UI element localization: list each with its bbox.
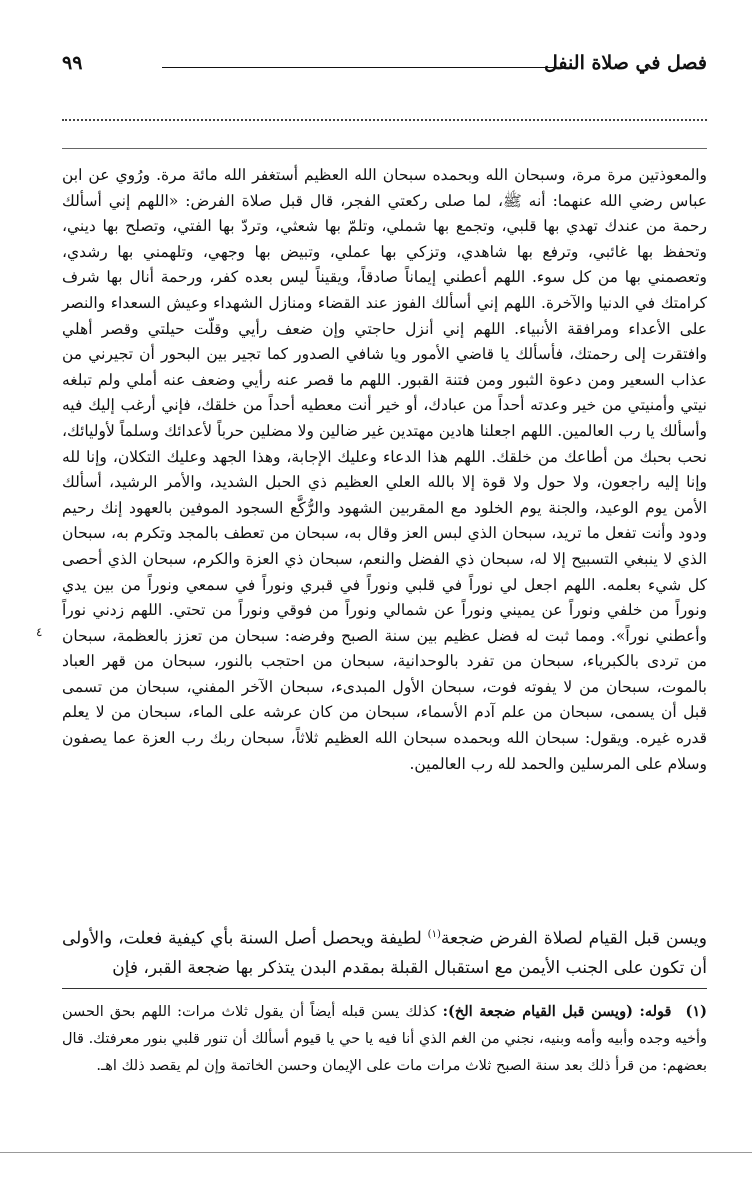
header-rule bbox=[162, 67, 577, 68]
footnote-rule bbox=[62, 988, 707, 989]
footnote-text: كذلك يسن قبله أيضاً أن يقول ثلاث مرات: اللهم بحق الحسن وأخيه وجده وأبيه وأمه وبنيه، نجني من الغم الذي أنا فيه يا حي يا قيوم أسألك أن تنور قلبي بنور معرفتك. قال بعضهم: من قرأ ذلك بعد سنة الصبح ثلاث مرات مات على الإيمان وحسن الخاتمة وإن لم يقصد ذلك اهـ. bbox=[62, 1004, 707, 1074]
page-bottom-edge bbox=[0, 1152, 752, 1153]
main-text-part-2: لطيفة ويحصل أصل السنة بأي كيفية فعلت، والأولى أن تكون على الجنب الأيمن مع استقبال القبلة بمقدم البدن يتذكر بها ضجعة القبر، فإن bbox=[62, 928, 707, 978]
margin-mark: ٤ bbox=[36, 625, 43, 639]
main-text-block bbox=[62, 920, 707, 983]
footnote-block bbox=[62, 998, 707, 1080]
main-paragraph bbox=[62, 920, 707, 983]
footnote-paragraph bbox=[62, 998, 707, 1080]
footnote-lead: قوله: (ويسن قبل القيام ضجعة الخ): bbox=[442, 1003, 672, 1020]
quote-top-rule bbox=[62, 148, 707, 149]
main-text-part-1: ويسن قبل القيام لصلاة الفرض ضجعة bbox=[440, 928, 707, 949]
chapter-title: فصل في صلاة النفل bbox=[544, 52, 707, 74]
footnote-number: (١) bbox=[685, 1003, 707, 1020]
dotted-separator bbox=[62, 119, 707, 121]
page-header bbox=[62, 52, 707, 82]
quote-text: والمعوذتين مرة مرة، وسبحان الله وبحمده سبحان الله العظيم أستغفر الله مائة مرة. ورُوي عن ابن عباس رضي الله عنهما: أنه ﷺ، لما صلى ركعتي الفجر، قال قبل صلاة الفرض: «اللهم إني أسألك رحمة من عندك تهدي بها قلبي، وتجمع بها شملي، وتلمّ بها شعثي، وتردّ بها الفتي، وتصلح بها ديني، وتحفظ بها غائبي، وترفع بها شاهدي، وتزكي بها عملي، وتبيض بها وجهي، وتلهمني بها رشدي، وتعصمني بها من كل سوء. اللهم أعطني إيماناً صادقاً، ويقيناً ليس بعده كفر، ورحمة أنال بها شرف كرامتك في الدنيا والآخرة. اللهم إني أسألك الفوز عند القضاء ومنازل الشهداء وعيش السعداء والنصر على الأعداء ومرافقة الأنبياء. اللهم إني أنزل حاجتي وإن ضعف رأيي وقلّت حيلتي وقصر أهلي وافتقرت إلى رحمتك، فأسألك يا قاضي الأمور ويا شافي الصدور كما تجير بين البحور أن تجيرني من عذاب السعير ومن دعوة الثبور ومن فتنة القبور. اللهم ما قصر عنه رأيي وضعف عنه أملي ولم تبلغه نيتي وأمنيتي من خير وعدته أحداً من عبادك، أو خير أنت معطيه أحداً من خلقك، فإني أرغب إليك فيه وأسألك يا رب العالمين. اللهم اجعلنا هادين مهتدين غير ضالين ولا مضلين حرباً لأعدائك وسلماً لأوليائك، نحب بحبك من أطاعك من خلقك. اللهم هذا الدعاء وعليك الإجابة، وهذا الجهد وعليك التكلان، وإنا لله وإنا إليه راجعون، ولا حول ولا قوة إلا بالله العلي العظيم ذي الحبل الشديد، والأمر الرشيد، أسألك الأمن يوم الوعيد، والجنة يوم الخلود مع المقربين الشهود والرُّكَّع السجود الموفين بالعهود إنك رحيم ودود وأنت تفعل ما تريد، سبحان الذي لبس العز وقال به، سبحان من تعطف بالمجد وتكرم به، سبحان الذي لا ينبغي التسبيح إلا له، سبحان ذي الفضل والنعم، سبحان ذي العزة والكرم، سبحان الذي أحصى كل شيء بعلمه. اللهم اجعل لي نوراً في قلبي ونوراً في قبري ونوراً في سمعي ونوراً من بين يدي ونوراً من خلفي ونوراً عن يميني ونوراً عن شمالي ونوراً من فوقي ونوراً من تحتي. اللهم زدني نوراً وأعطني نوراً». ومما ثبت له فضل عظيم بين سنة الصبح وفرضه: سبحان من تعزز بالعظمة، سبحان من تردى بالكبرياء، سبحان من تفرد بالوحدانية، سبحان من احتجب بالنور، سبحان من قهر العباد بالموت، سبحان من لا يفوته فوت، سبحان الأول المبدىء، سبحان الآخر المفني، سبحان من تسمى قبل أن يسمى، سبحان من علم آدم الأسماء، سبحان من كان عرشه على الماء، سبحان من لا يعلم قدره غيره. ويقول: سبحان الله وبحمده سبحان الله العظيم ثلاثاً، سبحان ربك رب العزة عما يصفون وسلام على المرسلين والحمد لله رب العالمين. bbox=[62, 166, 707, 773]
commentary-quote-block bbox=[62, 163, 707, 777]
footnote-reference[interactable]: (١) bbox=[427, 929, 441, 940]
page-number: ٩٩ bbox=[62, 52, 83, 74]
